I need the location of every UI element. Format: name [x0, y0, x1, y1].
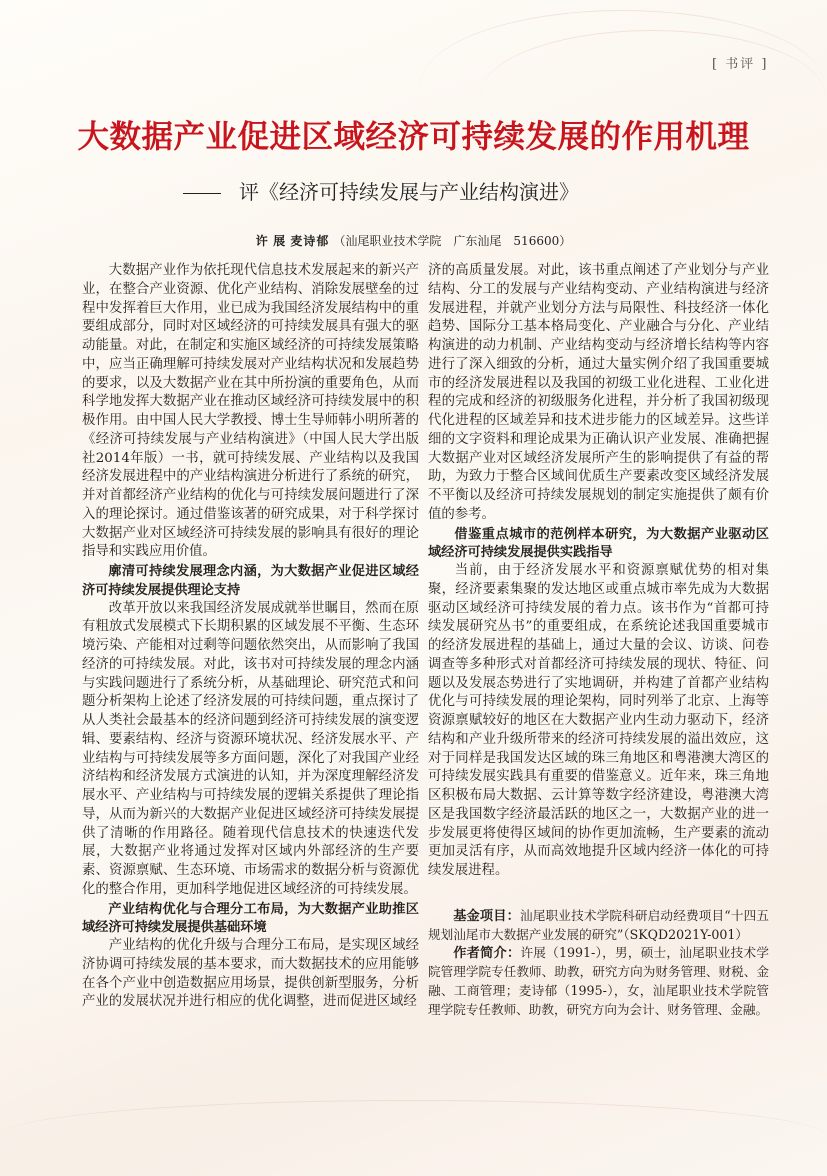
section-heading: 产业结构优化与合理分工布局，为大数据产业助推区域经济可持续发展提供基础环境 — [82, 900, 419, 935]
fund-label: 基金项目： — [453, 907, 520, 923]
background-wave — [0, 1100, 825, 1171]
fund-text: 汕尾职业技术学院科研启动经费项目“十四五规划汕尾市大数据产业发展的研究”（SKQD2021Y-001） — [428, 907, 769, 942]
fund-note — [428, 907, 769, 945]
author-note — [428, 944, 769, 1019]
right-column — [428, 262, 769, 1019]
paragraph: 大数据产业作为依托现代信息技术发展起来的新兴产业，在整合产业资源、优化产业结构、消除发展壁垒的过程中发挥着巨大作用，业已成为我国经济发展结构中的重要组成部分，同时对区域经济的可持续发展具有强大的驱动能量。对此，在制定和实施区域经济的可持续发展策略中，应当正确理解可持续发展对产业结构状况和发展趋势的要求，以及大数据产业在其中所扮演的重要角色，从而科学地发挥大数据产业在推动区域经济可持续发展中的积极作用。由中国人民大学教授、博士生导师韩小明所著的《经济可持续发展与产业结构演进》（中国人民大学出版社2014年版）一书，就可持续发展、产业结构以及我国经济发展进程中的产业结构演进分析进行了系统的研究，并对首都经济产业结构的优化与可持续发展问题进行了深入的理论探讨。通过借鉴该著的研究成果，对于科学探讨大数据产业对区域经济可持续发展的影响具有很好的理论指导和实践应用价值。 — [82, 263, 419, 560]
byline — [0, 232, 827, 249]
paragraph-continued: 济的高质量发展。对此，该书重点阐述了产业划分与产业结构、分工的发展与产业结构变动、产业结构演进与经济发展进程，并就产业划分方法与局限性、科技经济一体化趋势、国际分工基本格局变化、产业融合与分化、产业结构演进的动力机制、产业结构变动与经济增长结构等内容进行了深入细致的分析，通过大量实例介绍了我国重要城市的经济发展进程以及我国的初级工业化进程、工业化进程的完成和经济的初级服务化进程，并分析了我国初级现代化进程的区域差异和技术进步能力的区域差异。这些详细的文字资料和理论成果为正确认识产业发展、准确把握大数据产业对区域经济发展所产生的影响提供了有益的帮助，为致力于整合区域间优质生产要素改变区域经济发展不平衡以及经济可持续发展规划的制定实施提供了颇有价值的参考。 — [428, 263, 769, 522]
left-column — [82, 262, 419, 1012]
authors: 许 展 麦诗郁 — [255, 234, 330, 248]
author-label: 作者简介： — [453, 945, 521, 961]
section-heading: 廓清可持续发展理念内涵，为大数据产业促进区域经济可持续发展提供理论支持 — [82, 563, 419, 597]
author-text: 许展（1991-），男，硕士，汕尾职业技术学院管理学院专任教师、助教，研究方向为财务管理、财税、金融、工商管理；麦诗郁（1995-），女，汕尾职业技术学院管理学院专任教师、助教，研究方向为会计、财务管理、金融。 — [428, 945, 769, 1017]
section-heading: 借鉴重点城市的范例样本研究，为大数据产业驱动区域经济可持续发展提供实践指导 — [428, 525, 769, 560]
paragraph: 当前，由于经济发展水平和资源禀赋优势的相对集聚，经济要素集聚的发达地区或重点城市率先成为大数据驱动区域经济可持续发展的着力点。该书作为“首都可持续发展研究丛书”的重要组成，在系统论述我国重要城市的经济发展进程的基础上，通过大量的会议、访谈、问卷调查等多种形式对首都经济可持续发展的现状、特征、问题以及发展态势进行了实地调研，并构建了首都产业结构优化与可持续发展的理论架构，同时列举了北京、上海等资源禀赋较好的地区在大数据产业内生动力驱动下，经济结构和产业升级所带来的经济可持续发展的溢出效应，这对于同样是我国发达区域的珠三角地区和粤港澳大湾区的可持续发展实践具有重要的借鉴意义。近年来，珠三角地区积极布局大数据、云计算等数字经济建设，粤港澳大湾区是我国数字经济最活跃的地区之一，大数据产业的进一步发展更将使得区域间的协作更加流畅，生产要素的流动更加灵活有序，从而高效地提升区域内经济一体化的可持续发展进程。 — [428, 563, 769, 878]
subtitle-text: 评《经济可持续发展与产业结构演进》 — [239, 180, 579, 204]
affiliation: （汕尾职业技术学院 广东汕尾 516600） — [333, 234, 572, 248]
dash-divider — [183, 193, 221, 194]
paragraph: 产业结构的优化升级与合理分工布局，是实现区域经济协调可持续发展的基本要求，而大数据技术的应用能够在各个产业中创造数据应用场景，提供创新型服务，分析产业的发展状况并进行相应的优化调整，进而促进区域经 — [82, 938, 419, 1010]
section-tag: [ 书评 ] — [712, 57, 769, 72]
paragraph: 改革开放以来我国经济发展成就举世瞩目，然而在原有粗放式发展模式下长期积累的区域发展不平衡、生态环境污染、产能相对过剩等问题依然突出，从而影响了我国经济的可持续发展。对此，该书对可持续发展的理念内涵与实践问题进行了系统分析，从基础理论、研究范式和问题分析架构上论述了经济发展的可持续问题，重点探讨了从人类社会最基本的经济问题到经济可持续发展的演变逻辑、要素结构、经济与资源环境状况、经济发展水平、产业结构与可持续发展等多方面问题，深化了对我国产业经济结构和经济发展方式演进的认知，并为深度理解经济发展水平、产业结构与可持续发展的逻辑关系提供了理论指导，从而为新兴的大数据产业促进区域经济可持续发展提供了清晰的作用路径。随着现代信息技术的快速迭代发展，大数据产业将通过发挥对区域内外部经济的生产要素、资源禀赋、生态环境、市场需求的数据分析与资源优化的整合作用，更加科学地促进区域经济的可持续发展。 — [82, 600, 419, 897]
article-title: 大数据产业促进区域经济可持续发展的作用机理 — [77, 118, 750, 154]
article-subtitle — [183, 176, 579, 205]
